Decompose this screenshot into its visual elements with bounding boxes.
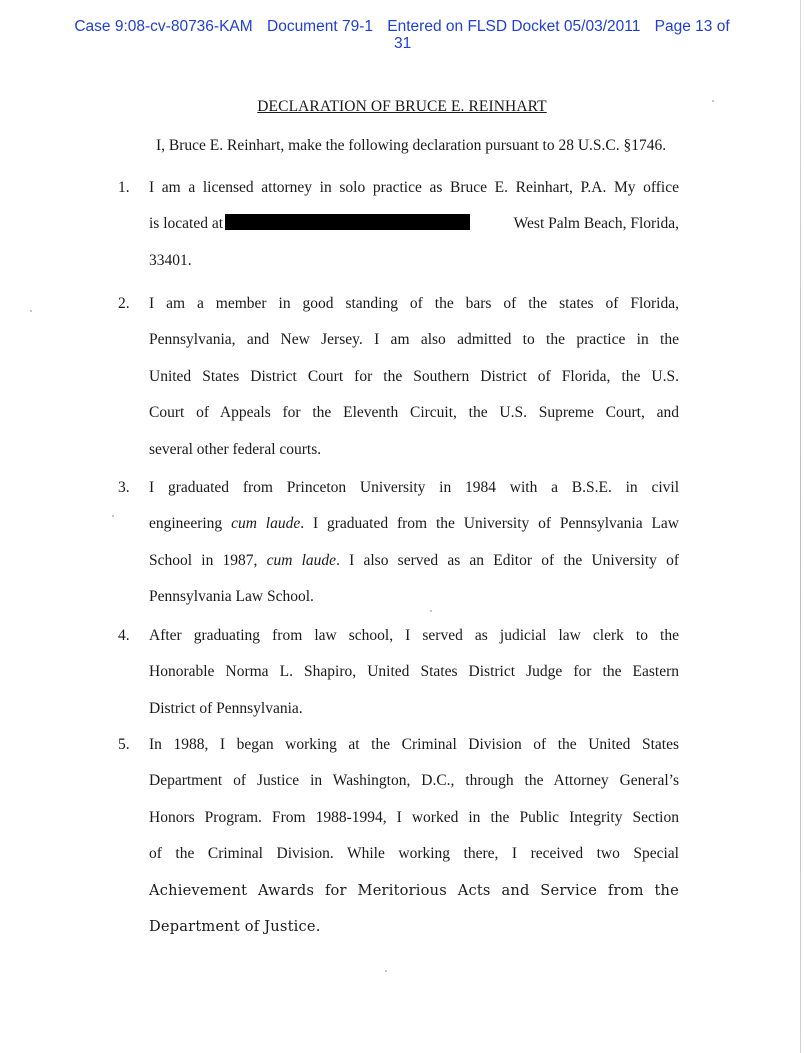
paragraph-body <box>149 727 679 945</box>
page-total: 31 <box>394 35 412 52</box>
paragraph-line: After graduating from law school, I served as judicial law clerk to the <box>149 627 679 644</box>
paragraph-line: Honorable Norma L. Shapiro, United States District Judge for the Eastern <box>149 663 679 681</box>
document-title: DECLARATION OF BRUCE E. REINHART <box>257 98 547 115</box>
docket-header-line <box>0 18 804 35</box>
scan-edge-line <box>800 0 801 1053</box>
paragraph-line: several other federal courts. <box>149 440 322 458</box>
paragraph-body <box>149 170 679 279</box>
paragraph-line: I am a licensed attorney in solo practice as Bruce E. Reinhart, P.A. My office <box>149 179 679 196</box>
paragraph-line: Department of Justice. <box>149 917 321 935</box>
text-run: School in 1987, <box>149 551 258 569</box>
paragraph-body <box>149 618 679 727</box>
paragraph-line: Department of Justice in Washington, D.C., through the Attorney General’s <box>149 772 679 790</box>
paragraph-line: of the Criminal Division. While working there, I received two Special <box>149 845 679 863</box>
scan-speck <box>712 100 714 102</box>
paragraph-body <box>149 470 679 616</box>
paragraph-body <box>149 286 679 468</box>
text-run: . I graduated from the University of Pennsylvania Law <box>300 515 679 533</box>
intro-statement: I, Bruce E. Reinhart, make the following declaration pursuant to 28 U.S.C. §1746. <box>156 137 667 154</box>
paragraph-line: Achievement Awards for Meritorious Acts and Service from the <box>149 881 679 899</box>
paragraph-line <box>149 543 679 579</box>
paragraph-number: 4. <box>118 627 130 644</box>
paragraph-line: 33401. <box>149 251 192 269</box>
text-run: engineering <box>149 515 223 533</box>
paragraph-line: Pennsylvania Law School. <box>149 588 314 606</box>
paragraph-line <box>149 206 679 242</box>
address-city: West Palm Beach, Florida, <box>513 215 679 233</box>
paragraph-number: 1. <box>118 179 130 196</box>
latin-phrase: cum laude <box>231 515 301 533</box>
document-number: Document 79-1 <box>267 18 373 35</box>
paragraph-line: United States District Court for the Southern District of Florida, the U.S. <box>149 367 679 385</box>
scan-speck <box>112 515 114 517</box>
latin-phrase: cum laude <box>266 551 337 569</box>
paragraph-line: In 1988, I began working at the Criminal Division of the United States <box>149 736 679 753</box>
scan-speck <box>385 970 387 972</box>
docket-entry-date: Entered on FLSD Docket 05/03/2011 <box>387 18 641 35</box>
paragraph-line: I am a member in good standing of the bars of the states of Florida, <box>149 295 679 312</box>
redaction-bar <box>225 214 470 230</box>
text-run: . I also served as an Editor of the University of <box>336 551 679 569</box>
paragraph-line: I graduated from Princeton University in 1984 with a B.S.E. in civil <box>149 479 679 496</box>
paragraph-line: Court of Appeals for the Eleventh Circuit, the U.S. Supreme Court, and <box>149 404 679 422</box>
paragraph-line: Honors Program. From 1988-1994, I worked in the Public Integrity Section <box>149 808 679 826</box>
page-indicator: Page 13 of <box>654 18 730 35</box>
paragraph-line: District of Pennsylvania. <box>149 699 303 717</box>
paragraph-number: 2. <box>118 295 130 312</box>
paragraph-line <box>149 506 679 542</box>
address-prefix: is located at <box>149 215 224 233</box>
docket-header <box>0 18 804 52</box>
paragraph-number: 3. <box>118 479 130 496</box>
paragraph-number: 5. <box>118 736 130 753</box>
scan-speck <box>430 610 432 612</box>
scan-speck <box>30 310 32 312</box>
paragraph-line: Pennsylvania, and New Jersey. I am also admitted to the practice in the <box>149 331 679 349</box>
case-number: Case 9:08-cv-80736-KAM <box>74 18 253 35</box>
